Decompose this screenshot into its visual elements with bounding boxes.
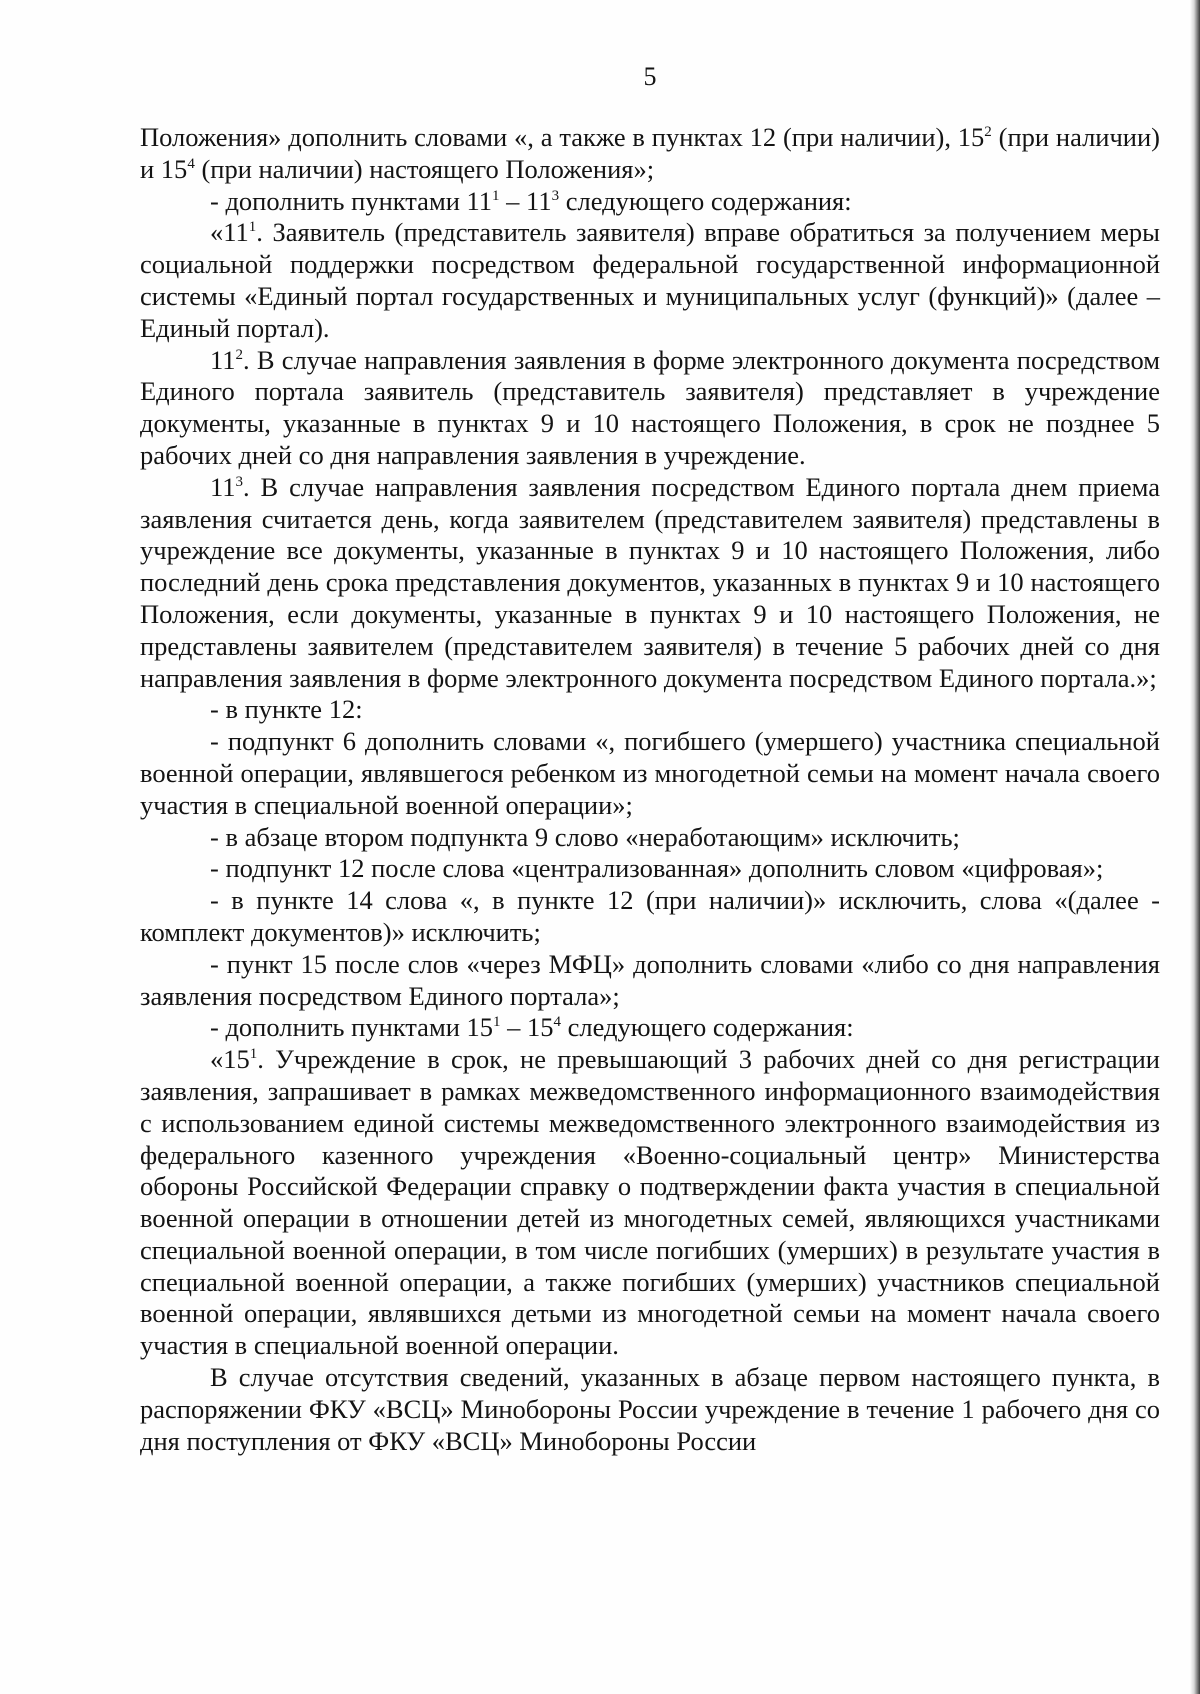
text-run: - дополнить пунктами 15 <box>210 1012 494 1043</box>
paragraph <box>140 345 1160 472</box>
text-run: - пункт 15 после слов «через МФЦ» дополнить словами «либо со дня направления заявления посредством Единого портала»; <box>140 948 1160 1011</box>
text-run: «11 <box>210 217 249 248</box>
superscript: 1 <box>248 219 257 236</box>
paragraph <box>140 853 1160 885</box>
paragraph <box>140 186 1160 218</box>
superscript: 3 <box>551 187 560 204</box>
text-run: - дополнить пунктами 11 <box>210 185 493 216</box>
superscript: 1 <box>492 187 500 204</box>
superscript: 3 <box>235 473 244 490</box>
paragraph <box>140 1362 1160 1457</box>
paragraph <box>140 726 1160 821</box>
text-run: – 11 <box>499 185 552 216</box>
text-run: «15 <box>210 1044 250 1075</box>
text-run: (при наличии) и 15 <box>140 122 1160 184</box>
text-run: В случае отсутствия сведений, указанных в абзаце первом настоящего пункта, в распоряжении ФКУ «ВСЦ» Минобороны России учреждение в течение 1 рабочего дня со дня поступления от ФКУ «ВСЦ» Минобороны России <box>140 1362 1160 1456</box>
text-run: Положения» дополнить словами «, а также в пунктах 12 (при наличии), 15 <box>140 122 985 152</box>
superscript: 4 <box>187 155 195 172</box>
paragraph <box>140 122 1160 186</box>
page-number: 5 <box>643 62 657 91</box>
text-run: 11 <box>210 344 236 375</box>
text-run: - в абзаце втором подпункта 9 слово «неработающим» исключить; <box>210 821 960 852</box>
text-run: - в пункте 14 слова «, в пункте 12 (при наличии)» исключить, слова «(далее - комплект документов)» исключить; <box>140 885 1160 947</box>
text-run: – 15 <box>500 1012 554 1043</box>
text-run: (при наличии) настоящего Положения»; <box>194 153 655 184</box>
text-run: - подпункт 12 после слова «централизованная» дополнить словом «цифровая»; <box>210 853 1104 884</box>
paragraph <box>140 885 1160 949</box>
superscript: 2 <box>235 346 244 363</box>
superscript: 4 <box>553 1014 562 1031</box>
superscript: 2 <box>984 124 992 141</box>
text-run: . В случае направления заявления в форме электронного документа посредством Единого портала заявитель (представитель заявителя) представляет в учреждение документы, указанные в пунктах 9 и 10 настоящего Положения, в срок не позднее 5 рабочих дней со дня направления заявления в учреждение. <box>140 344 1160 470</box>
text-run: - в пункте 12: <box>210 694 363 725</box>
text-run: . Учреждение в срок, не превышающий 3 рабочих дней со дня регистрации заявления, запрашивает в рамках межведомственного информационного взаимодействия с использованием единой системы межведомственного электронного взаимодействия из федерального казенного учреждения «Военно-социальный центр» Министерства обороны Российской Федерации справку о подтверждении факта участия в специальной военной операции в отношении детей из многодетных семей, являющихся участниками специальной военной операции, в том числе погибших (умерших) в результате участия в специальной военной операции, а также погибших (умерших) участников специальной военной операции, являвшихся детьми из многодетной семьи на момент начала своего участия в специальной военной операции. <box>140 1044 1160 1361</box>
paragraph <box>140 949 1160 1013</box>
text-run: следующего содержания: <box>561 1012 854 1043</box>
paragraph <box>140 1012 1160 1044</box>
document-body <box>140 122 1160 1457</box>
paragraph <box>140 472 1160 695</box>
paragraph <box>140 217 1160 344</box>
text-run: . Заявитель (представитель заявителя) вправе обратиться за получением меры социальной поддержки посредством федеральной государственной информационной системы «Единый портал государственных и муниципальных услуг (функций)» (далее – Единый портал). <box>140 217 1160 343</box>
paragraph <box>140 822 1160 854</box>
paragraph <box>140 694 1160 726</box>
text-run: следующего содержания: <box>559 185 852 216</box>
scan-edge-shadow <box>1190 0 1200 1694</box>
text-run: . В случае направления заявления посредством Единого портала днем приема заявления считается день, когда заявителем (представителем заявителя) представлены в учреждение все документы, указанные в пунктах 9 и 10 настоящего Положения, либо последний день срока представления документов, указанных в пунктах 9 и 10 настоящего Положения, если документы, указанные в пунктах 9 и 10 настоящего Положения, не представлены заявителем (представителем заявителя) в течение 5 рабочих дней со дня направления заявления в форме электронного документа посредством Единого портала.»; <box>140 471 1160 693</box>
paragraph <box>140 1044 1160 1362</box>
text-run: - подпункт 6 дополнить словами «, погибшего (умершего) участника специальной военной операции, являвшегося ребенком из многодетной семьи на момент начала своего участия в специальной военной операции»; <box>140 726 1160 820</box>
superscript: 1 <box>249 1046 258 1063</box>
superscript: 1 <box>493 1014 501 1031</box>
text-run: 11 <box>210 471 236 502</box>
